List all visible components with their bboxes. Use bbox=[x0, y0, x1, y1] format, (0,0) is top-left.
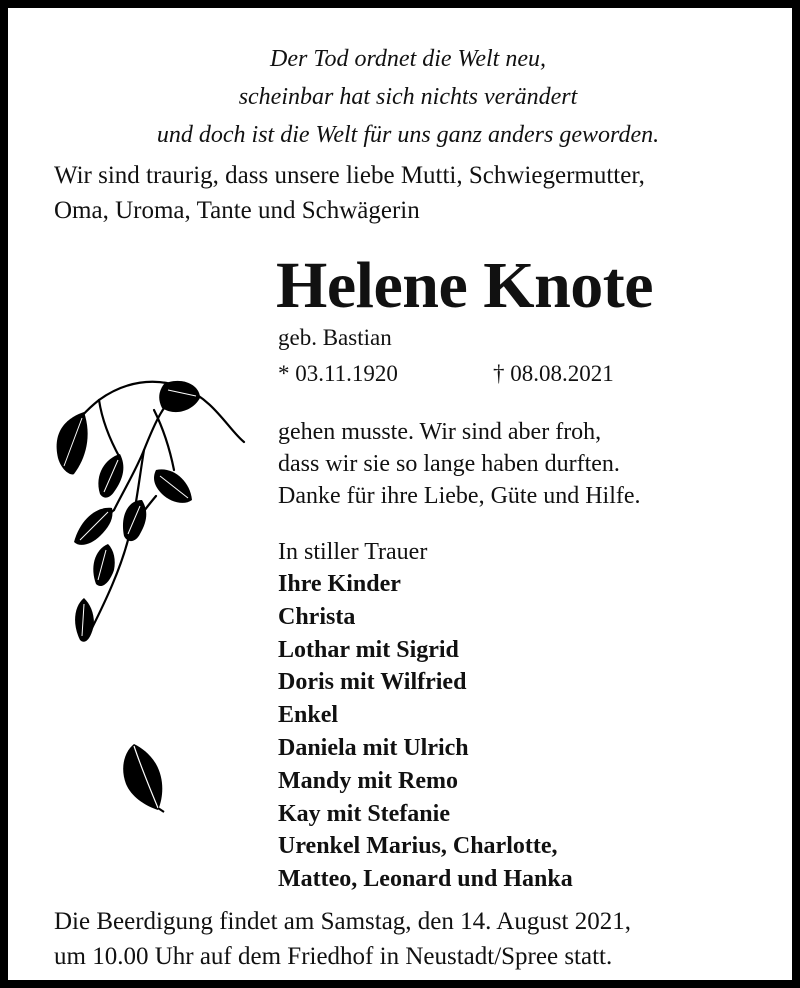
motto-line: und doch ist die Welt für uns ganz anders geworden. bbox=[156, 122, 660, 148]
body-line: gehen musste. Wir sind aber froh, bbox=[278, 419, 602, 445]
mourner-entry: Daniela mit Ulrich bbox=[278, 734, 469, 761]
mourner-entry: Mandy mit Remo bbox=[278, 767, 458, 794]
funeral-notice bbox=[54, 904, 774, 974]
birth-name: geb. Bastian bbox=[278, 325, 392, 350]
death-date: † 08.08.2021 bbox=[493, 361, 614, 386]
intro-line: Wir sind traurig, dass unsere liebe Mutti, Schwiegermutter, bbox=[54, 162, 645, 189]
mourner-entry: Kay mit Stefanie bbox=[278, 800, 450, 827]
mourner-entry: Ihre Kinder bbox=[278, 571, 401, 597]
funeral-line: Die Beerdigung findet am Samstag, den 14. August 2021, bbox=[54, 908, 632, 935]
mourning-label: In stiller Trauer bbox=[278, 539, 428, 565]
life-dates bbox=[278, 358, 698, 390]
intro-text bbox=[54, 158, 774, 228]
motto-line: scheinbar hat sich nichts verändert bbox=[238, 84, 578, 110]
mourner-entry: Christa bbox=[278, 603, 356, 630]
mourner-entry: Doris mit Wilfried bbox=[278, 669, 467, 696]
leaf-branch-icon bbox=[44, 370, 254, 670]
mourner-entry: Urenkel Marius, Charlotte, bbox=[278, 833, 558, 860]
intro-line: Oma, Uroma, Tante und Schwägerin bbox=[54, 197, 420, 224]
body-text bbox=[278, 416, 641, 512]
deceased-name: Helene Knote bbox=[276, 249, 654, 322]
funeral-line: um 10.00 Uhr auf dem Friedhof in Neustadt/Spree statt. bbox=[54, 943, 613, 970]
mourner-entry: Matteo, Leonard und Hanka bbox=[278, 866, 573, 893]
motto-verse bbox=[48, 40, 768, 154]
body-line: Danke für ihre Liebe, Güte und Hilfe. bbox=[278, 483, 641, 509]
falling-leaf-icon bbox=[116, 740, 176, 814]
body-line: dass wir sie so lange haben durften. bbox=[278, 451, 620, 477]
mourner-entry: Lothar mit Sigrid bbox=[278, 636, 459, 663]
mourner-entry: Enkel bbox=[278, 702, 339, 729]
mourners-list bbox=[278, 568, 573, 896]
motto-line: Der Tod ordnet die Welt neu, bbox=[270, 46, 546, 72]
birth-date: * 03.11.1920 bbox=[278, 361, 398, 386]
